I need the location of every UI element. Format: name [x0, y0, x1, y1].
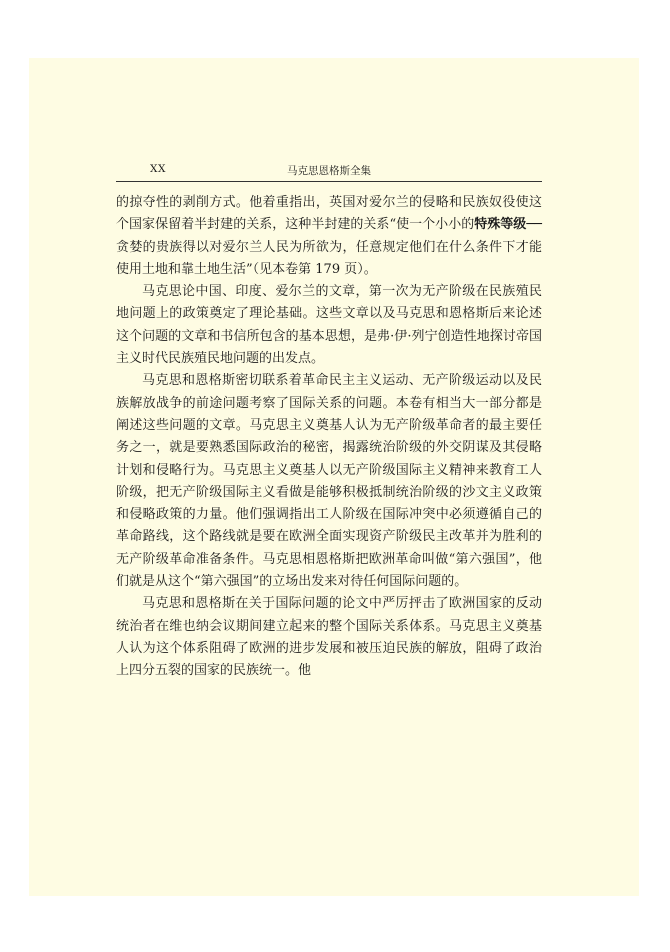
page-number: XX: [150, 163, 166, 175]
paragraph: 马克思和恩格斯在关于国际问题的论文中严厉抨击了欧洲国家的反动统治者在维也纳会议期间建立起来的整个国际关系体系。马克思主义奠基人认为这个体系阻碍了欧洲的进步发展和被压迫民族的解放，阻碍了政治上四分五裂的国家的民族统一。他: [116, 596, 542, 679]
paragraph: 马克思和恩格斯密切联系着革命民主主义运动、无产阶级运动以及民族解放战争的前途问题考察了国际关系的问题。本卷有相当大一部分都是阐述这些问题的文章。马克思主义奠基人认为无产阶级革命者的最主要任务之一，就是要熟悉国际政治的秘密，揭露统治阶级的外交阴谋及其侵略计划和侵略行为。马克思主义奠基人以无产阶级国际主义精神来教育工人阶级，把无产阶级国际主义看做是能够积极抵制统治阶级的沙文主义政策和侵略政策的力量。他们强调指出工人阶级在国际冲突中必须遵循自己的革命路线，这个路线就是要在欧洲全面实现资产阶级民主改革并为胜利的无产阶级革命准备条件。马克思相恩格斯把欧洲革命叫做“第六强国”，他们就是从这个“第六强国”的立场出发来对待任何国际问题的。: [116, 373, 542, 590]
emphasis-text: 特殊等级: [474, 217, 527, 233]
paragraph: 马克思论中国、印度、爱尔兰的文章，第一次为无产阶级在民族殖民地问题上的政策奠定了理论基础。这些文章以及马克思和恩格斯后来论述这个问题的文章和书信所包含的基本思想，是弗·伊·列宁创造性地探讨帝国主义时代民族殖民地问题的出发点。: [116, 284, 542, 367]
page-header: [116, 162, 542, 182]
running-title: 马克思恩格斯全集: [287, 165, 371, 177]
body-text: [116, 192, 542, 683]
paragraph-continued: 的掠夺性的剥削方式。他着重指出，英国对爱尔兰的侵略和民族奴役使这个国家保留着半封建的关系，这种半封建的关系“使一个小小的特殊等级── 贪婪的贵族得以对爱尔兰人民为所欲为，任意规定他们在什么条件下才能使用土地和靠土地生活”（见本卷第 179 页）。: [116, 195, 542, 277]
